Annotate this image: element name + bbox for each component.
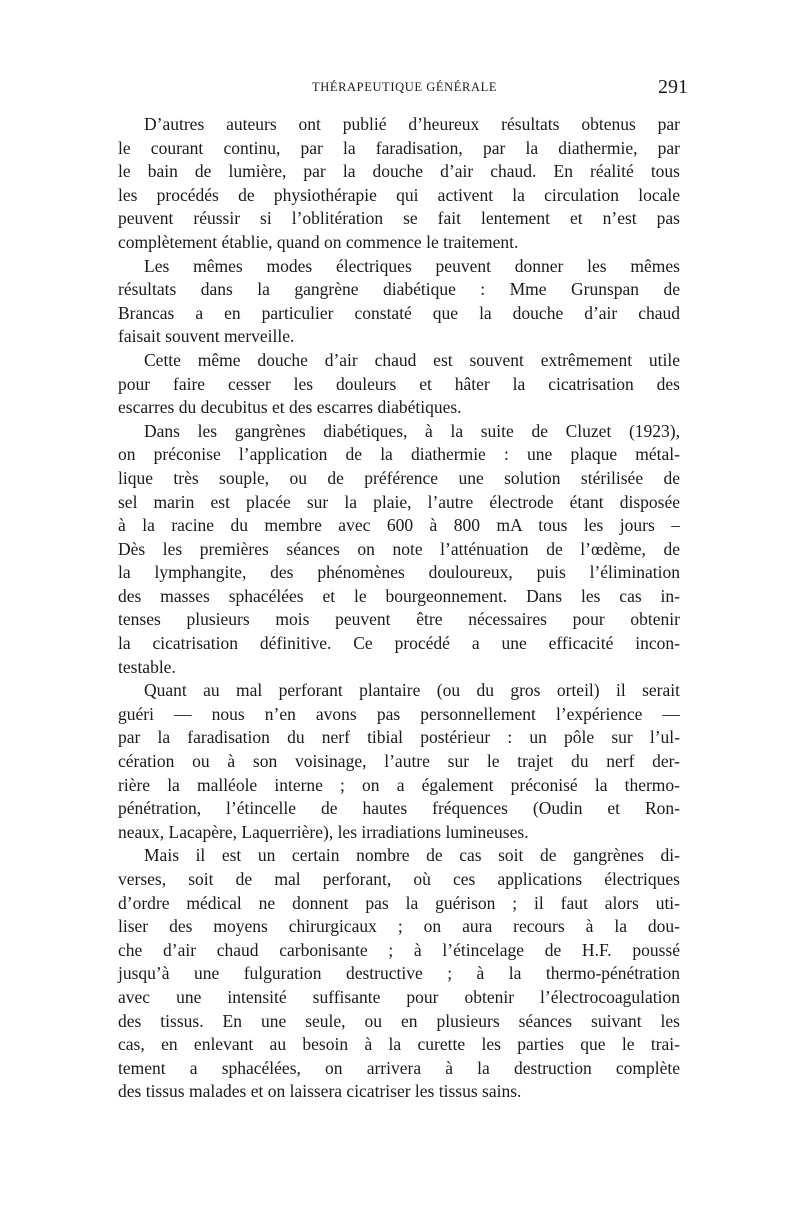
text-line: pour faire cesser les douleurs et hâter la cicatrisation des (118, 373, 680, 394)
text-line: à la racine du membre avec 600 à 800 mA tous les jours – (118, 515, 680, 536)
text-line: résultats dans la gangrène diabétique : Mme Grunspan de (118, 279, 680, 300)
text-line: testable. (118, 656, 176, 677)
text-line: le courant continu, par la faradisation, par la diathermie, par (118, 137, 680, 158)
text-line: che d’air chaud carbonisante ; à l’étincelage de H.F. poussé (118, 939, 680, 960)
running-title: THÉRAPEUTIQUE GÉNÉRALE (312, 80, 498, 94)
text-line: des masses sphacélées et le bourgeonnement. Dans les cas in- (118, 585, 680, 606)
paragraph (118, 349, 680, 420)
text-line: Les mêmes modes électriques peuvent donner les mêmes (144, 255, 680, 276)
text-line: la cicatrisation définitive. Ce procédé a une efficacité incon- (118, 633, 680, 654)
text-line: rière la malléole interne ; on a également préconisé la thermo- (118, 774, 680, 795)
paragraph (118, 113, 680, 255)
text-line: Quant au mal perforant plantaire (ou du gros orteil) il serait (144, 680, 680, 701)
body-text (118, 113, 680, 1104)
text-line: des tissus. En une seule, ou en plusieurs séances suivant les (118, 1010, 680, 1031)
text-line: escarres du decubitus et des escarres diabétiques. (118, 397, 462, 418)
text-line: jusqu’à une fulguration destructive ; à la thermo-pénétration (118, 963, 680, 984)
text-line: le bain de lumière, par la douche d’air chaud. En réalité tous (118, 161, 680, 182)
text-line: neaux, Lacapère, Laquerrière), les irradiations lumineuses. (118, 821, 529, 842)
text-line: cération ou à son voisinage, l’autre sur le trajet du nerf der- (118, 751, 680, 772)
text-line: tenses plusieurs mois peuvent être nécessaires pour obtenir (118, 609, 680, 630)
paragraph (118, 844, 680, 1104)
text-line: Mais il est un certain nombre de cas soit de gangrènes di- (144, 845, 680, 866)
text-line: tement a sphacélées, on arrivera à la destruction complète (118, 1057, 680, 1078)
text-line: Dès les premières séances on note l’atténuation de l’œdème, de (118, 538, 680, 559)
text-line: guéri — nous n’en avons pas personnellement l’expérience — (118, 703, 680, 724)
text-line: Cette même douche d’air chaud est souvent extrêmement utile (144, 349, 680, 370)
text-line: complètement établie, quand on commence le traitement. (118, 231, 519, 252)
page-header (0, 76, 800, 100)
text-line: d’ordre médical ne donnent pas la guérison ; il faut alors uti- (118, 892, 680, 913)
paragraph (118, 420, 680, 680)
text-line: Brancas a en particulier constaté que la douche d’air chaud (118, 302, 680, 323)
text-line: peuvent réussir si l’oblitération se fait lentement et n’est pas (118, 208, 680, 229)
text-line: lique très souple, ou de préférence une solution stérilisée de (118, 467, 680, 488)
text-line: on préconise l’application de la diathermie : une plaque métal- (118, 444, 680, 465)
text-line: D’autres auteurs ont publié d’heureux résultats obtenus par (144, 114, 680, 134)
text-line: pénétration, l’étincelle de hautes fréquences (Oudin et Ron- (118, 798, 680, 819)
text-line: cas, en enlevant au besoin à la curette les parties que le trai- (118, 1034, 680, 1055)
text-line: par la faradisation du nerf tibial postérieur : un pôle sur l’ul- (118, 727, 680, 748)
text-line: des tissus malades et on laissera cicatriser les tissus sains. (118, 1081, 522, 1102)
text-line: Dans les gangrènes diabétiques, à la suite de Cluzet (1923), (144, 420, 680, 441)
text-line: liser des moyens chirurgicaux ; on aura recours à la dou- (118, 916, 680, 937)
page-number: 291 (658, 76, 688, 98)
text-line: faisait souvent merveille. (118, 326, 295, 347)
text-line: verses, soit de mal perforant, où ces applications électriques (118, 869, 680, 889)
text-line: sel marin est placée sur la plaie, l’autre électrode étant disposée (118, 491, 680, 512)
paragraph (118, 255, 680, 349)
text-line: avec une intensité suffisante pour obtenir l’électrocoagulation (118, 986, 680, 1007)
paragraph (118, 679, 680, 844)
text-line: la lymphangite, des phénomènes douloureux, puis l’élimination (118, 562, 680, 583)
text-line: les procédés de physiothérapie qui activent la circulation locale (118, 184, 680, 205)
